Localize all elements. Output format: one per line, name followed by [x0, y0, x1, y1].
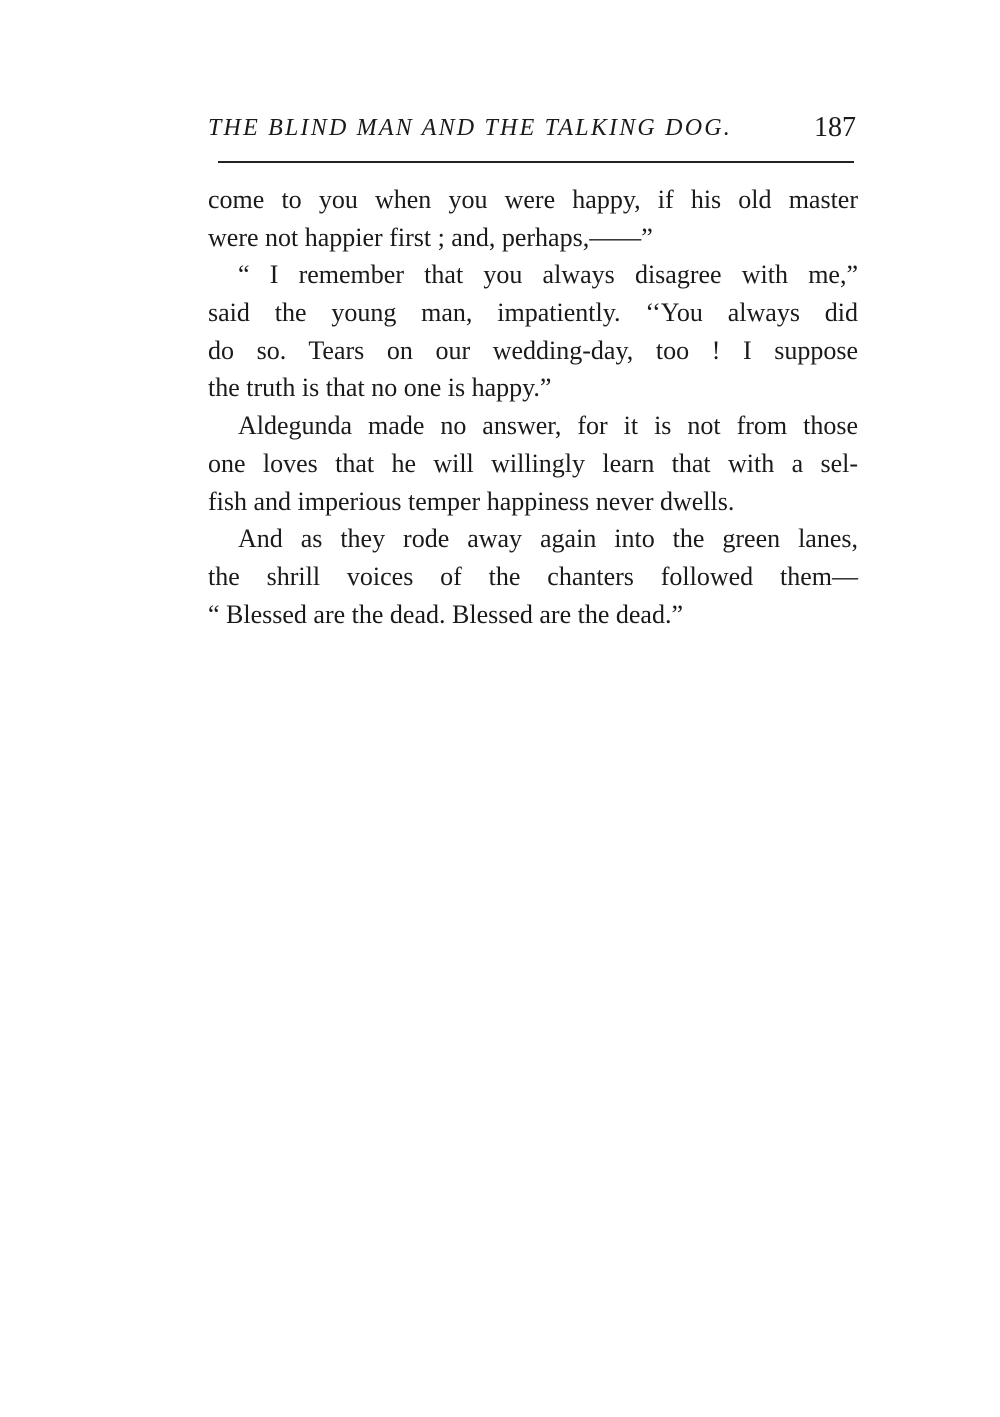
- text-line: “ I remember that you always disagree with me,”: [238, 260, 858, 290]
- text-line: And as they rode away again into the green lanes,: [238, 524, 858, 554]
- text-line: were not happier first ; and, perhaps,——”: [208, 222, 653, 252]
- text-line: one loves that he will willingly learn that with a sel-: [208, 448, 858, 478]
- text-line: fish and imperious temper happiness never dwells.: [208, 486, 735, 516]
- text-line: said the young man, impatiently. ‘‘You always did: [208, 298, 858, 328]
- text-line: come to you when you were happy, if his old master: [208, 185, 858, 214]
- text-line: “ Blessed are the dead. Blessed are the dead.”: [208, 599, 684, 629]
- body-text: [208, 181, 858, 633]
- text-line: do so. Tears on our wedding-day, too ! I suppose: [208, 335, 858, 365]
- running-title: THE BLIND MAN AND THE TALKING DOG.: [208, 115, 732, 141]
- header-rule: [218, 161, 854, 163]
- text-line: Aldegunda made no answer, for it is not from those: [238, 411, 858, 441]
- text-line: the truth is that no one is happy.”: [208, 373, 552, 403]
- running-head: [208, 108, 856, 148]
- page-number: 187: [814, 112, 856, 143]
- text-line: the shrill voices of the chanters followed them—: [208, 561, 858, 591]
